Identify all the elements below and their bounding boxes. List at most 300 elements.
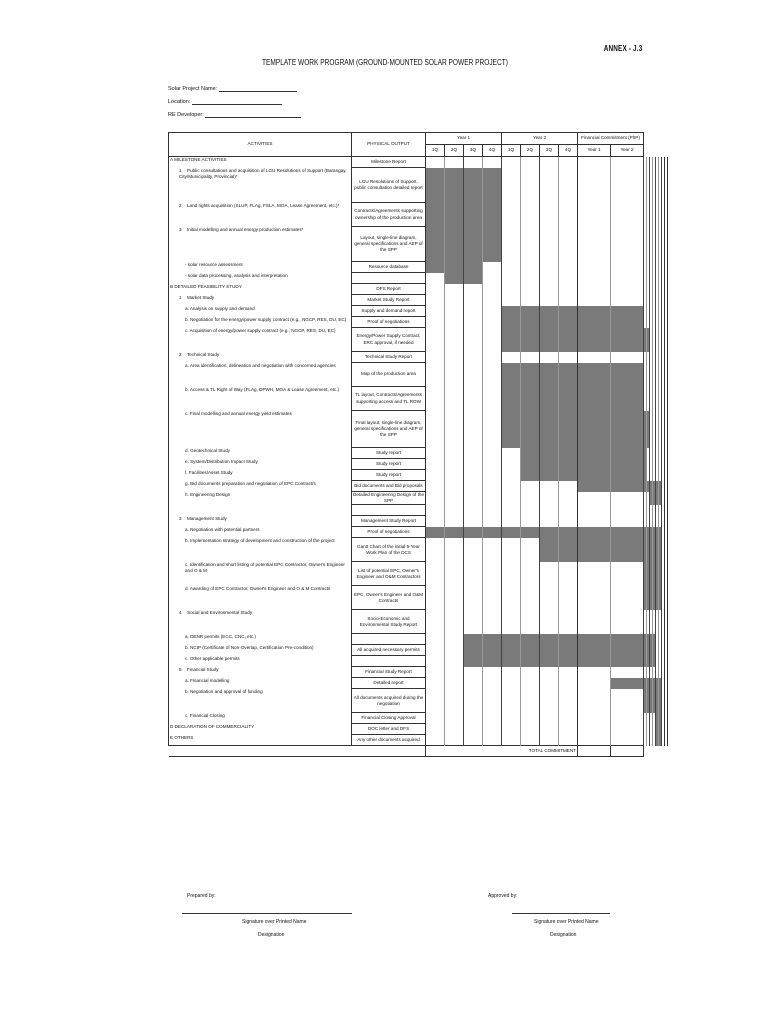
gantt-cell[interactable] [483,470,502,481]
gantt-cell[interactable] [521,317,540,328]
gantt-cell[interactable] [464,735,483,746]
gantt-cell[interactable] [578,411,611,448]
gantt-cell[interactable] [611,527,644,538]
gantt-cell[interactable] [426,295,445,306]
gantt-cell[interactable] [540,678,559,689]
gantt-cell[interactable] [578,328,611,352]
gantt-cell[interactable] [445,459,464,470]
financial-cell[interactable] [665,481,668,492]
gantt-cell[interactable] [483,284,502,295]
gantt-cell[interactable] [483,724,502,735]
gantt-cell[interactable] [611,562,644,586]
gantt-cell[interactable] [559,492,578,505]
gantt-cell[interactable] [611,203,644,227]
gantt-cell[interactable] [521,157,540,168]
gantt-cell[interactable] [445,527,464,538]
gantt-cell[interactable] [445,538,464,562]
gantt-cell[interactable] [521,492,540,505]
gantt-cell[interactable] [502,713,521,724]
gantt-cell[interactable] [521,295,540,306]
gantt-cell[interactable] [483,168,502,203]
gantt-cell[interactable] [445,411,464,448]
gantt-cell[interactable] [559,516,578,527]
gantt-cell[interactable] [483,262,502,273]
gantt-cell[interactable] [502,306,521,317]
gantt-cell[interactable] [445,470,464,481]
financial-cell[interactable] [665,516,668,527]
financial-cell[interactable] [665,656,668,667]
gantt-cell[interactable] [540,634,559,645]
gantt-cell[interactable] [502,527,521,538]
gantt-cell[interactable] [483,645,502,656]
gantt-cell[interactable] [540,273,559,284]
gantt-cell[interactable] [611,411,644,448]
financial-cell[interactable] [665,448,668,459]
financial-cell[interactable] [665,634,668,645]
gantt-cell[interactable] [502,656,521,667]
gantt-cell[interactable] [559,645,578,656]
gantt-cell[interactable] [426,735,445,746]
project-name-field[interactable] [168,86,297,92]
gantt-cell[interactable] [559,538,578,562]
gantt-cell[interactable] [521,387,540,411]
gantt-cell[interactable] [521,586,540,610]
gantt-cell[interactable] [483,448,502,459]
gantt-cell[interactable] [611,538,644,562]
gantt-cell[interactable] [559,610,578,634]
gantt-cell[interactable] [445,645,464,656]
gantt-cell[interactable] [578,724,611,735]
gantt-cell[interactable] [521,724,540,735]
gantt-cell[interactable] [559,505,578,516]
gantt-cell[interactable] [578,505,611,516]
gantt-cell[interactable] [521,505,540,516]
gantt-cell[interactable] [540,227,559,262]
financial-cell[interactable] [665,459,668,470]
gantt-cell[interactable] [483,667,502,678]
gantt-cell[interactable] [559,562,578,586]
gantt-cell[interactable] [578,713,611,724]
gantt-cell[interactable] [426,387,445,411]
financial-cell[interactable] [665,527,668,538]
gantt-cell[interactable] [540,724,559,735]
gantt-cell[interactable] [540,586,559,610]
gantt-cell[interactable] [521,470,540,481]
gantt-cell[interactable] [464,645,483,656]
gantt-cell[interactable] [578,481,611,492]
gantt-cell[interactable] [540,284,559,295]
financial-cell[interactable] [665,387,668,411]
gantt-cell[interactable] [611,735,644,746]
gantt-cell[interactable] [483,306,502,317]
gantt-cell[interactable] [445,516,464,527]
gantt-cell[interactable] [540,505,559,516]
financial-cell[interactable] [665,273,668,284]
gantt-cell[interactable] [464,505,483,516]
gantt-cell[interactable] [559,678,578,689]
gantt-cell[interactable] [426,645,445,656]
gantt-cell[interactable] [483,656,502,667]
gantt-cell[interactable] [540,411,559,448]
financial-cell[interactable] [665,505,668,516]
gantt-cell[interactable] [611,656,644,667]
gantt-cell[interactable] [521,411,540,448]
financial-cell[interactable] [665,284,668,295]
gantt-cell[interactable] [578,157,611,168]
gantt-cell[interactable] [521,284,540,295]
financial-cell[interactable] [665,328,668,352]
gantt-cell[interactable] [521,656,540,667]
gantt-cell[interactable] [578,168,611,203]
gantt-cell[interactable] [578,634,611,645]
gantt-cell[interactable] [464,363,483,387]
gantt-cell[interactable] [464,713,483,724]
gantt-cell[interactable] [559,363,578,387]
gantt-cell[interactable] [559,634,578,645]
gantt-cell[interactable] [483,459,502,470]
gantt-cell[interactable] [445,481,464,492]
gantt-cell[interactable] [521,328,540,352]
gantt-cell[interactable] [559,470,578,481]
gantt-cell[interactable] [483,505,502,516]
gantt-cell[interactable] [445,586,464,610]
gantt-cell[interactable] [426,203,445,227]
gantt-cell[interactable] [483,328,502,352]
gantt-cell[interactable] [464,492,483,505]
gantt-cell[interactable] [559,262,578,273]
gantt-cell[interactable] [540,689,559,713]
gantt-cell[interactable] [445,317,464,328]
gantt-cell[interactable] [540,516,559,527]
gantt-cell[interactable] [611,168,644,203]
gantt-cell[interactable] [502,667,521,678]
gantt-cell[interactable] [426,610,445,634]
gantt-cell[interactable] [559,459,578,470]
financial-cell[interactable] [665,363,668,387]
gantt-cell[interactable] [502,492,521,505]
gantt-cell[interactable] [483,227,502,262]
gantt-cell[interactable] [502,295,521,306]
gantt-cell[interactable] [426,352,445,363]
gantt-cell[interactable] [521,273,540,284]
gantt-cell[interactable] [445,689,464,713]
gantt-cell[interactable] [445,610,464,634]
gantt-cell[interactable] [521,352,540,363]
gantt-cell[interactable] [559,168,578,203]
gantt-cell[interactable] [540,363,559,387]
gantt-cell[interactable] [502,262,521,273]
gantt-cell[interactable] [426,262,445,273]
gantt-cell[interactable] [521,227,540,262]
gantt-cell[interactable] [502,284,521,295]
gantt-cell[interactable] [426,273,445,284]
gantt-cell[interactable] [540,203,559,227]
gantt-cell[interactable] [426,492,445,505]
gantt-cell[interactable] [483,481,502,492]
gantt-cell[interactable] [445,306,464,317]
gantt-cell[interactable] [464,387,483,411]
financial-cell[interactable] [665,713,668,724]
gantt-cell[interactable] [445,387,464,411]
gantt-cell[interactable] [426,667,445,678]
gantt-cell[interactable] [502,724,521,735]
gantt-cell[interactable] [578,387,611,411]
gantt-cell[interactable] [559,586,578,610]
gantt-cell[interactable] [578,516,611,527]
gantt-cell[interactable] [611,284,644,295]
gantt-cell[interactable] [611,363,644,387]
gantt-cell[interactable] [559,724,578,735]
gantt-cell[interactable] [426,586,445,610]
gantt-cell[interactable] [540,645,559,656]
gantt-cell[interactable] [483,273,502,284]
gantt-cell[interactable] [502,363,521,387]
gantt-cell[interactable] [540,352,559,363]
gantt-cell[interactable] [521,610,540,634]
gantt-cell[interactable] [502,516,521,527]
gantt-cell[interactable] [464,306,483,317]
gantt-cell[interactable] [464,470,483,481]
gantt-cell[interactable] [502,678,521,689]
financial-cell[interactable] [665,562,668,586]
location-field[interactable] [168,99,282,105]
gantt-cell[interactable] [464,157,483,168]
financial-cell[interactable] [665,157,668,168]
gantt-cell[interactable] [540,713,559,724]
gantt-cell[interactable] [445,448,464,459]
gantt-cell[interactable] [464,262,483,273]
gantt-cell[interactable] [611,157,644,168]
gantt-cell[interactable] [559,306,578,317]
gantt-cell[interactable] [521,713,540,724]
gantt-cell[interactable] [464,328,483,352]
gantt-cell[interactable] [426,363,445,387]
gantt-cell[interactable] [445,656,464,667]
gantt-cell[interactable] [483,634,502,645]
gantt-cell[interactable] [521,667,540,678]
gantt-cell[interactable] [483,295,502,306]
gantt-cell[interactable] [464,610,483,634]
re-developer-field[interactable] [168,112,301,118]
gantt-cell[interactable] [426,284,445,295]
gantt-cell[interactable] [611,481,644,492]
gantt-cell[interactable] [611,505,644,516]
gantt-cell[interactable] [445,227,464,262]
gantt-cell[interactable] [464,411,483,448]
gantt-cell[interactable] [426,317,445,328]
gantt-cell[interactable] [464,317,483,328]
gantt-cell[interactable] [578,459,611,470]
gantt-cell[interactable] [483,735,502,746]
gantt-cell[interactable] [559,656,578,667]
gantt-cell[interactable] [464,273,483,284]
gantt-cell[interactable] [611,459,644,470]
gantt-cell[interactable] [611,634,644,645]
gantt-cell[interactable] [521,678,540,689]
gantt-cell[interactable] [502,538,521,562]
gantt-cell[interactable] [483,527,502,538]
gantt-cell[interactable] [559,689,578,713]
gantt-cell[interactable] [559,448,578,459]
gantt-cell[interactable] [559,713,578,724]
gantt-cell[interactable] [578,284,611,295]
gantt-cell[interactable] [559,667,578,678]
gantt-cell[interactable] [464,284,483,295]
gantt-cell[interactable] [611,645,644,656]
gantt-cell[interactable] [426,538,445,562]
gantt-cell[interactable] [464,516,483,527]
gantt-cell[interactable] [611,352,644,363]
gantt-cell[interactable] [445,284,464,295]
gantt-cell[interactable] [464,689,483,713]
gantt-cell[interactable] [578,295,611,306]
gantt-cell[interactable] [559,352,578,363]
approved-signature-line[interactable] [512,913,610,914]
gantt-cell[interactable] [483,363,502,387]
gantt-cell[interactable] [502,505,521,516]
gantt-cell[interactable] [578,527,611,538]
gantt-cell[interactable] [445,562,464,586]
gantt-cell[interactable] [578,667,611,678]
gantt-cell[interactable] [540,610,559,634]
gantt-cell[interactable] [559,273,578,284]
gantt-cell[interactable] [559,481,578,492]
financial-cell[interactable] [665,203,668,227]
gantt-cell[interactable] [464,634,483,645]
gantt-cell[interactable] [502,448,521,459]
gantt-cell[interactable] [502,328,521,352]
gantt-cell[interactable] [540,492,559,505]
gantt-cell[interactable] [483,713,502,724]
gantt-cell[interactable] [483,678,502,689]
gantt-cell[interactable] [445,724,464,735]
gantt-cell[interactable] [445,667,464,678]
financial-cell[interactable] [665,667,668,678]
financial-cell[interactable] [665,678,668,689]
gantt-cell[interactable] [578,352,611,363]
gantt-cell[interactable] [611,317,644,328]
gantt-cell[interactable] [464,656,483,667]
gantt-cell[interactable] [540,667,559,678]
gantt-cell[interactable] [578,317,611,328]
gantt-cell[interactable] [521,481,540,492]
gantt-cell[interactable] [540,562,559,586]
gantt-cell[interactable] [521,634,540,645]
gantt-cell[interactable] [445,262,464,273]
gantt-cell[interactable] [578,227,611,262]
gantt-cell[interactable] [611,470,644,481]
gantt-cell[interactable] [426,227,445,262]
gantt-cell[interactable] [445,328,464,352]
gantt-cell[interactable] [464,459,483,470]
gantt-cell[interactable] [445,492,464,505]
gantt-cell[interactable] [578,689,611,713]
gantt-cell[interactable] [502,227,521,262]
gantt-cell[interactable] [611,273,644,284]
gantt-cell[interactable] [502,387,521,411]
financial-cell[interactable] [665,586,668,610]
gantt-cell[interactable] [559,387,578,411]
financial-cell[interactable] [665,262,668,273]
gantt-cell[interactable] [578,306,611,317]
gantt-cell[interactable] [521,735,540,746]
gantt-cell[interactable] [611,678,644,689]
gantt-cell[interactable] [464,168,483,203]
gantt-cell[interactable] [426,634,445,645]
financial-cell[interactable] [665,735,668,746]
gantt-cell[interactable] [521,262,540,273]
gantt-cell[interactable] [426,168,445,203]
gantt-cell[interactable] [445,273,464,284]
gantt-cell[interactable] [521,459,540,470]
gantt-cell[interactable] [464,527,483,538]
gantt-cell[interactable] [611,227,644,262]
gantt-cell[interactable] [483,610,502,634]
gantt-cell[interactable] [521,562,540,586]
gantt-cell[interactable] [426,724,445,735]
gantt-cell[interactable] [578,363,611,387]
gantt-cell[interactable] [540,328,559,352]
gantt-cell[interactable] [464,481,483,492]
gantt-cell[interactable] [611,387,644,411]
financial-cell[interactable] [665,411,668,448]
financial-cell[interactable] [665,352,668,363]
gantt-cell[interactable] [559,735,578,746]
gantt-cell[interactable] [578,262,611,273]
gantt-cell[interactable] [578,610,611,634]
gantt-cell[interactable] [540,317,559,328]
gantt-cell[interactable] [578,470,611,481]
gantt-cell[interactable] [611,689,644,713]
financial-cell[interactable] [665,689,668,713]
gantt-cell[interactable] [483,317,502,328]
gantt-cell[interactable] [426,505,445,516]
gantt-cell[interactable] [521,203,540,227]
gantt-cell[interactable] [464,667,483,678]
gantt-cell[interactable] [483,516,502,527]
financial-cell[interactable] [665,317,668,328]
gantt-cell[interactable] [464,448,483,459]
gantt-cell[interactable] [521,527,540,538]
gantt-cell[interactable] [502,411,521,448]
gantt-cell[interactable] [502,317,521,328]
gantt-cell[interactable] [426,411,445,448]
gantt-cell[interactable] [502,562,521,586]
financial-cell[interactable] [665,168,668,203]
gantt-cell[interactable] [464,724,483,735]
gantt-cell[interactable] [540,387,559,411]
gantt-cell[interactable] [426,448,445,459]
gantt-cell[interactable] [502,470,521,481]
gantt-cell[interactable] [611,516,644,527]
gantt-cell[interactable] [540,262,559,273]
gantt-cell[interactable] [426,306,445,317]
gantt-cell[interactable] [540,295,559,306]
gantt-cell[interactable] [540,306,559,317]
gantt-cell[interactable] [578,273,611,284]
gantt-cell[interactable] [445,505,464,516]
gantt-cell[interactable] [559,284,578,295]
gantt-cell[interactable] [611,328,644,352]
gantt-cell[interactable] [559,317,578,328]
gantt-cell[interactable] [502,203,521,227]
gantt-cell[interactable] [578,203,611,227]
financial-cell[interactable] [665,724,668,735]
gantt-cell[interactable] [540,459,559,470]
gantt-cell[interactable] [445,352,464,363]
gantt-cell[interactable] [426,656,445,667]
financial-cell[interactable] [665,645,668,656]
